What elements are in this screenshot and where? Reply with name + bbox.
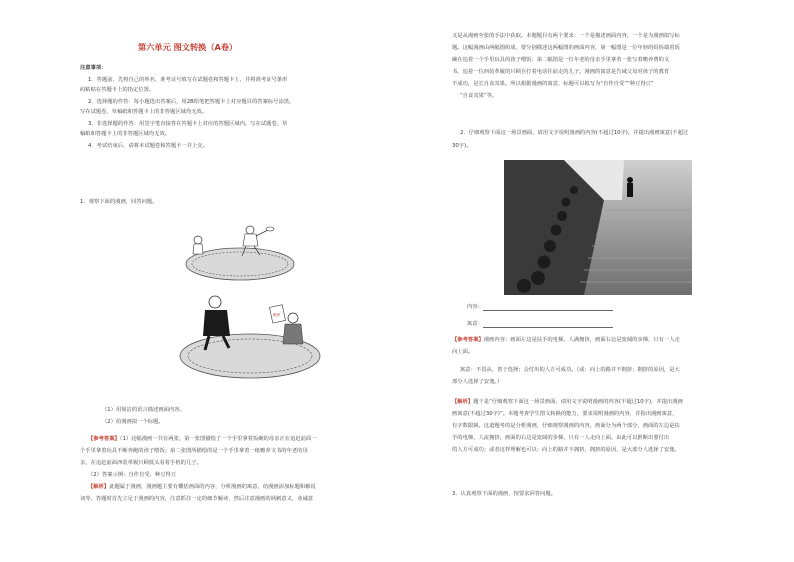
analysis-line: 词等。答题时首先立足于漫画的内容，注意抓住一定的细节解读，然后注意漫画的讽刺意义，劝诫意	[80, 496, 314, 502]
content-answer-line[interactable]	[483, 304, 613, 311]
question-1-sub2: （2）给漫画拟一个标题。	[102, 419, 164, 425]
analysis-line: 此题属于漫画，漫画题主要有概括画面的内容，分析漫画的寓意，给漫画添加标题和解说	[109, 484, 316, 490]
reference-answer-line: 亲，在追赶前面西装革履只顾低头看着手机的儿子。	[80, 460, 202, 466]
notice-line: 4．考试结束后，请将本试题卷和答题卡一并上交。	[88, 143, 208, 149]
right-column	[397, 0, 794, 562]
page-title: 第六单元 图文转换（A卷）	[138, 42, 238, 52]
analysis-continued-line: 义是从漫画夸张的手法中获取。本题题目有两个要求：一个是描述画面内容，一个是为漫画拟写标	[452, 33, 680, 39]
content-label: 内容：	[467, 304, 483, 310]
question-3: 3．认真观察下面的漫画，按要求回答问题。	[452, 491, 557, 497]
notice-line: 稿纸和答题卡上的非答题区域均无效。	[80, 131, 171, 137]
notice-line: 2．选择题的作答：每小题选出答案后，用2B铅笔把答题卡上对应题目的答案标号涂黑，	[88, 99, 295, 105]
question-2: 2．仔细观察下面这一场景画面，请用文字说明漫画的内容(不超过10字)，并提出漫画寓意(不超过	[460, 130, 689, 136]
question-2-continued: 30字)。	[452, 143, 472, 149]
notice-line: 写在试题卷、草稿纸和答题卡上的非答题区域均无效。	[80, 109, 208, 115]
analysis-label: 【解析】	[88, 484, 110, 490]
cartoon-image-bottom	[175, 292, 325, 384]
notice-line: 3．非选择题的作答：用签字笔直接答在答题卡上对应的答题区域内。写在试题卷、草	[88, 121, 288, 127]
analysis-label: 【解析】	[452, 399, 474, 405]
reference-answer-label: 【参考答案】	[452, 337, 484, 343]
reference-answer-label: 【参考答案】	[88, 436, 120, 442]
reference-answer-line: 个手里拿着玩具不断奔跑的孩子喂饭；第二张图所描绘的是一个手里拿着一纸赡养文书的年老的母	[80, 448, 308, 454]
analysis-line: 题干是“仔细观察下面这一场景画面，请用文字说明漫画的内容(不超过10字)，并提出漫画	[473, 399, 683, 405]
question-1-sub1: （1）用简洁的语言描述画面内容。	[102, 407, 185, 413]
question-1: 1．观察下面的漫画，回答问题。	[80, 199, 158, 205]
reference-answer-line: 向上面。	[452, 349, 474, 355]
escalator-stairs-photo	[504, 160, 692, 295]
reference-answer-sub2: （2）答案示例：自作自受、种豆得豆	[88, 472, 177, 478]
analysis-continued-line: 碗在追着一个手里玩具的孩子喂饭；第二幅图是一位年老的母亲手里拿着一张写着赡养费的文	[452, 57, 670, 63]
notice-title: 注意事项：	[80, 65, 107, 71]
analysis-continued-line: “自食其果”等。	[460, 93, 498, 99]
reference-answer-line: （1）这幅漫画一共有两张，第一张图描绘了一个手里拿着饭碗的母亲正在追赶前面一	[119, 436, 317, 442]
reference-answer-line: 漫画内容：画面左边是扶手的电梯，人满拥挤，画面右边是宽阔的步梯，只有一人走	[483, 337, 680, 343]
analysis-line: 画寓意(不超过30字)”。本题考查学生图文转换的能力，要求说明漫画的内容，并指出漫画寓意，	[452, 411, 678, 417]
analysis-line: 的人方可成功；或者这样理解也可以：向上的路并不拥挤，拥挤的原因，是大部分人选择了安逸。	[452, 447, 680, 453]
analysis-continued-line: 题。这幅漫画由两幅图组成，要分别描述这两幅图的画面内容，第一幅图是一位年轻的妈妈端着饭	[452, 45, 680, 51]
meaning-answer-text: 寓意：不畏从、善于选择；会付出的人方可成功。（或：向上的路并不拥挤；拥挤的原因，是大	[460, 367, 680, 373]
notice-line: 1．答题前，先将自己的姓名、准考证号填写在试题卷和答题卡上，并将准考证号条形	[88, 77, 288, 83]
stamp-text: 赡养	[273, 313, 281, 317]
analysis-continued-line: 书，追着一位西装革履的只顾自打着电话往前走的儿子。漫画的寓意是告诫父母对孩子的教育	[452, 69, 670, 75]
analysis-line: 手的电梯，人流拥挤，画面的右边是宽阔的步梯，只有一人走向上面。由此可以推断出要付出	[452, 435, 670, 441]
meaning-label: 寓意：	[467, 321, 483, 327]
cartoon-image-top	[180, 220, 300, 285]
meaning-answer-line[interactable]	[483, 321, 613, 328]
analysis-line: 有字数限制。这道题考的是分析漫画，仔细观察漫画的内容，画面分为两个部分，画面的左边是扶	[452, 423, 680, 429]
notice-line: 码粘贴在答题卡上的指定位置。	[80, 87, 155, 93]
analysis-continued-line: 不成功，是长自食其果。所以根据漫画的寓意，标题可以拟写为“自作自受”“种豆得豆”	[452, 81, 654, 87]
meaning-answer-text: 部分人选择了安逸。）	[452, 379, 503, 385]
